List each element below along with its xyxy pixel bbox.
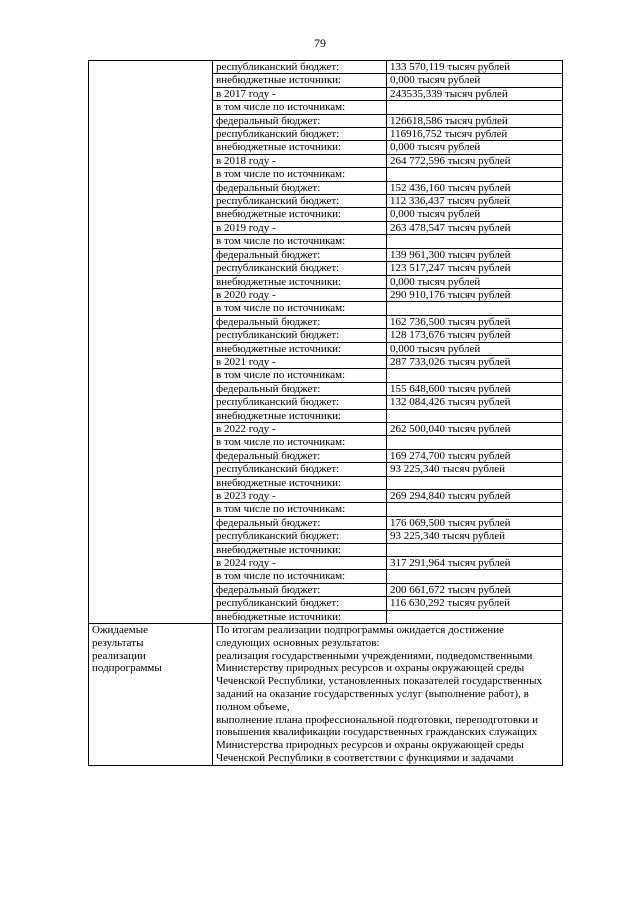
funding-label: республиканский бюджет: [213,329,387,342]
funding-label: федеральный бюджет: [213,583,387,596]
funding-label: в 2022 году - [213,422,387,435]
funding-label: в 2018 году - [213,154,387,167]
funding-value: 176 069,500 тысяч рублей [387,516,563,529]
funding-label: внебюджетные источники: [213,342,387,355]
funding-value: 133 570,119 тысяч рублей [387,61,563,74]
funding-value: 132 084,426 тысяч рублей [387,396,563,409]
funding-value: 126618,586 тысяч рублей [387,114,563,127]
expected-results-row [89,624,563,766]
funding-value: 93 225,340 тысяч рублей [387,530,563,543]
funding-label: в том числе по источникам: [213,436,387,449]
funding-value: 262 500,040 тысяч рублей [387,422,563,435]
funding-value: 112 336,437 тысяч рублей [387,195,563,208]
results-paragraph: реализация государственными учреждениями, подведомственными Министерству природных ресурсов и охраны окружающей среды Чеченской Республики, установленных показателей государственных заданий на оказание государственных услуг (выполнение работ), в полном объеме, [216,649,542,713]
funding-label: федеральный бюджет: [213,449,387,462]
funding-label: внебюджетные источники: [213,610,387,623]
funding-label: в 2017 году - [213,87,387,100]
funding-value: 169 274,700 тысяч рублей [387,449,563,462]
funding-table-body [89,61,563,624]
funding-label: в том числе по источникам: [213,570,387,583]
funding-label: в том числе по источникам: [213,235,387,248]
funding-value [387,503,563,516]
funding-label: внебюджетные источники: [213,74,387,87]
funding-label: республиканский бюджет: [213,262,387,275]
funding-value: 317 291,964 тысяч рублей [387,557,563,570]
funding-label: внебюджетные источники: [213,275,387,288]
funding-label: в том числе по источникам: [213,302,387,315]
funding-label: в 2019 году - [213,221,387,234]
funding-label: внебюджетные источники: [213,141,387,154]
expected-results-label [89,624,213,766]
funding-value [387,476,563,489]
funding-label: федеральный бюджет: [213,382,387,395]
funding-value: 93 225,340 тысяч рублей [387,463,563,476]
funding-label: внебюджетные источники: [213,409,387,422]
left-blank-cell [89,61,213,624]
results-paragraph: По итогам реализации подпрограммы ожидается достижение следующих основных результатов: [216,624,505,649]
funding-label: в том числе по источникам: [213,101,387,114]
funding-label: федеральный бюджет: [213,315,387,328]
funding-value [387,369,563,382]
funding-label: республиканский бюджет: [213,463,387,476]
funding-label: республиканский бюджет: [213,597,387,610]
funding-value [387,101,563,114]
funding-value [387,570,563,583]
results-paragraph: выполнение плана профессиональной подготовки, переподготовки и повышения квалификации государственных гражданских служащих Министерства природных ресурсов и охраны окружающей среды Чеченской Республики в соответствии с функциями и задачами [216,713,538,765]
funding-value: 0,000 тысяч рублей [387,275,563,288]
funding-value: 263 478,547 тысяч рублей [387,221,563,234]
funding-label: федеральный бюджет: [213,516,387,529]
funding-value: 0,000 тысяч рублей [387,74,563,87]
funding-value [387,436,563,449]
label-line: результаты [92,636,144,649]
funding-value: 152 436,160 тысяч рублей [387,181,563,194]
funding-label: в 2024 году - [213,557,387,570]
funding-value: 200 661,672 тысяч рублей [387,583,563,596]
funding-value: 290 910,176 тысяч рублей [387,288,563,301]
funding-label: федеральный бюджет: [213,181,387,194]
funding-label: в том числе по источникам: [213,369,387,382]
funding-value [387,302,563,315]
funding-value: 139 961,300 тысяч рублей [387,248,563,261]
funding-label: в том числе по источникам: [213,503,387,516]
funding-table [88,60,563,766]
funding-label: в 2021 году - [213,355,387,368]
funding-label: в 2023 году - [213,490,387,503]
funding-value [387,543,563,556]
page-number: 79 [314,36,326,50]
funding-value: 162 736,500 тысяч рублей [387,315,563,328]
funding-label: республиканский бюджет: [213,195,387,208]
funding-value: 269 294,840 тысяч рублей [387,490,563,503]
expected-results-text [213,624,563,766]
funding-value: 155 648,600 тысяч рублей [387,382,563,395]
funding-value [387,409,563,422]
funding-value: 264 772,596 тысяч рублей [387,154,563,167]
funding-label: внебюджетные источники: [213,208,387,221]
label-line: Ожидаемые [92,624,149,637]
funding-value: 123 517,247 тысяч рублей [387,262,563,275]
funding-value [387,168,563,181]
funding-label: республиканский бюджет: [213,396,387,409]
funding-label: республиканский бюджет: [213,530,387,543]
funding-value: 0,000 тысяч рублей [387,141,563,154]
funding-value: 0,000 тысяч рублей [387,342,563,355]
funding-value: 243535,339 тысяч рублей [387,87,563,100]
funding-value [387,235,563,248]
funding-value: 0,000 тысяч рублей [387,208,563,221]
funding-label: внебюджетные источники: [213,476,387,489]
funding-label: федеральный бюджет: [213,248,387,261]
funding-value: 116 630,292 тысяч рублей [387,597,563,610]
funding-row [89,61,563,74]
funding-label: республиканский бюджет: [213,61,387,74]
funding-label: республиканский бюджет: [213,128,387,141]
funding-label: внебюджетные источники: [213,543,387,556]
label-line: реализации [92,649,146,662]
funding-value: 287 733,026 тысяч рублей [387,355,563,368]
label-line: подпрограммы [92,662,162,675]
funding-label: федеральный бюджет: [213,114,387,127]
funding-label: в том числе по источникам: [213,168,387,181]
funding-value [387,610,563,623]
funding-value: 128 173,676 тысяч рублей [387,329,563,342]
funding-label: в 2020 году - [213,288,387,301]
funding-value: 116916,752 тысяч рублей [387,128,563,141]
